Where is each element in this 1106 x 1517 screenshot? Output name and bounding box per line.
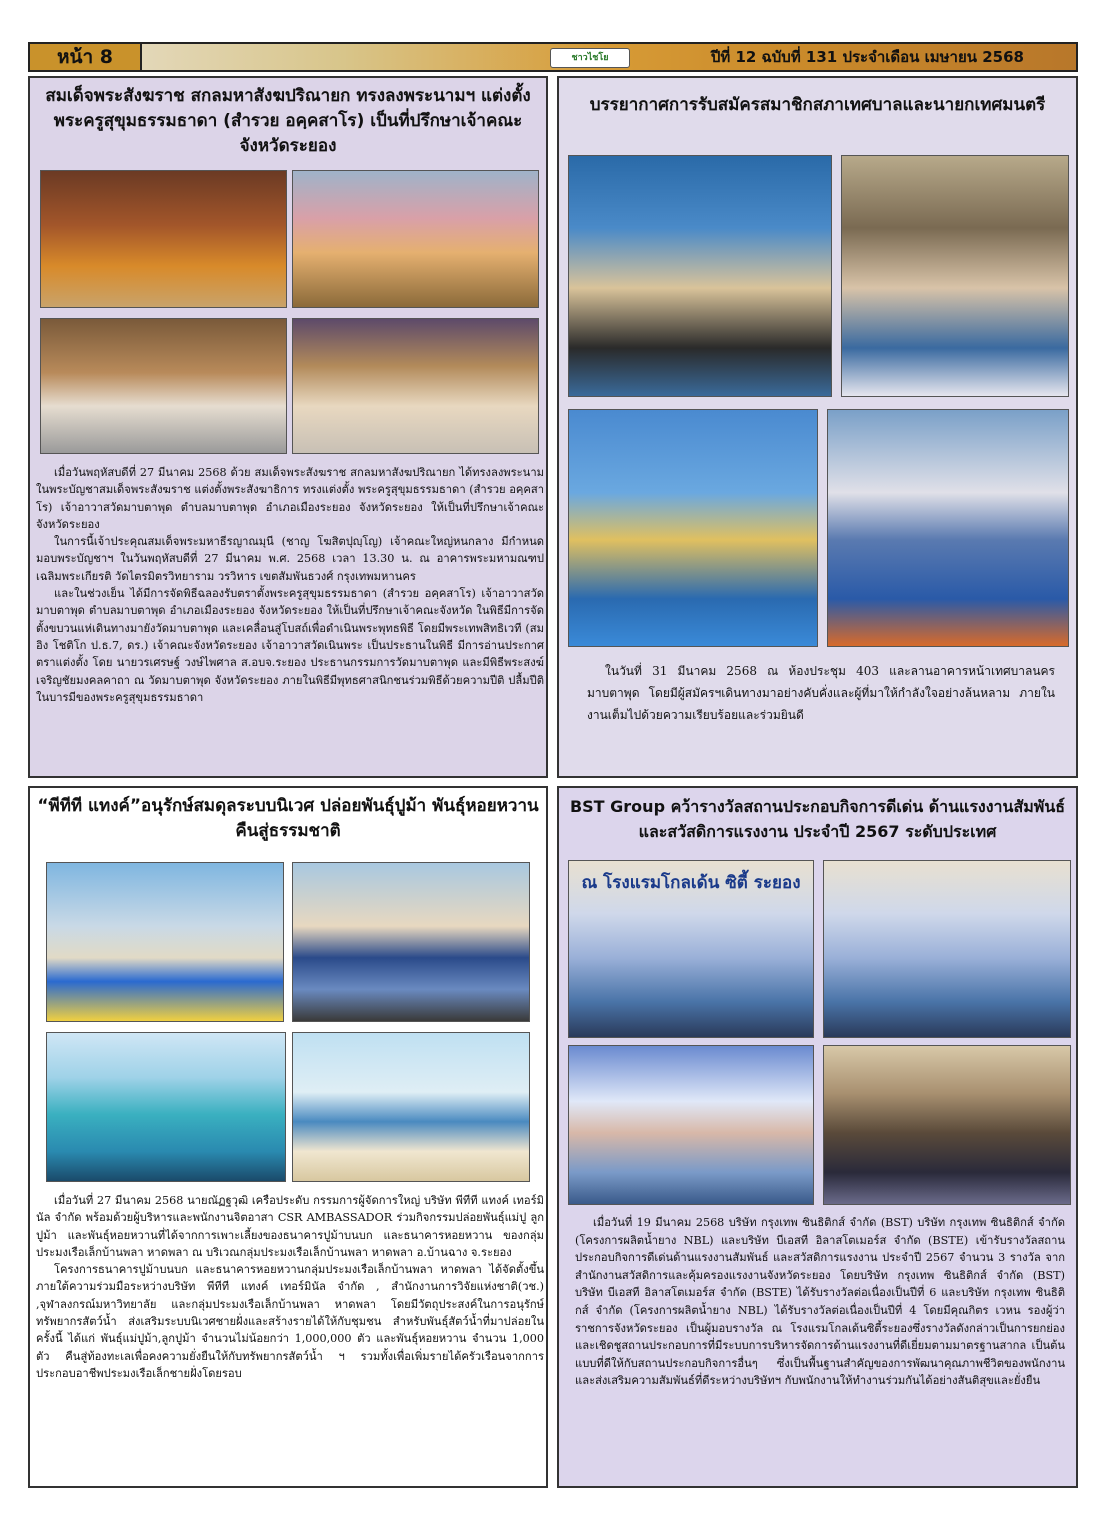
page-number: หน้า 8 (30, 44, 142, 70)
photo-announcement-reading (40, 318, 287, 454)
photo-monks-ceremony (40, 170, 287, 308)
photo-ceremony-hall-group (823, 1045, 1071, 1205)
article-body (36, 464, 544, 706)
photo-ceremonial-umbrella (292, 170, 539, 308)
article-bst-group (557, 786, 1078, 1488)
newspaper-logo: ชาวไชโย (550, 48, 630, 68)
paragraph: เมื่อวันที่ 27 มีนาคม 2568 นายณัฏฐวุฒิ เครือประดับ กรรมการผู้จัดการใหญ่ บริษัท พีทีที แทงค์ เทอร์มินัล จำกัด พร้อมด้วยผู้บริหารและพนักงานจิตอาสา CSR AMBASSADOR ร่วมกิจกรรมปล่อยพันธุ์แม่ปู ลูกปูม้า และพันธุ์หอยหวานที่ได้จากการเพาะเลี้ยงของธนาคารปูม้าบนบก และธนาคารหอยหวาน ของกลุ่มประมงเรือเล็กบ้านพลา หาดพลา ณ บริเวณกลุ่มประมงเรือเล็กบ้านพลา หาดพลา อ.บ้านฉาง จ.ระยอง (36, 1194, 544, 1259)
paragraph: เมื่อวันที่ 19 มีนาคม 2568 บริษัท กรุงเทพ ซินธิติกส์ จำกัด (BST) บริษัท กรุงเทพ ซินธิติกส์ จำกัด (โครงการผลิตน้ำยาง NBL) และบริษัท บีเอสที อิลาสโตเมอร์ส จำกัด (BSTE) เข้ารับรางวัลสถานประกอบกิจการดีเด่นด้านแรงงานสัมพันธ์ และสวัสดิการแรงงาน ประจำปี 2567 จำนวน 3 รางวัล จากสำนักงานสวัสดิการและคุ้มครองแรงงานจังหวัดระยอง โดยบริษัท กรุงเทพ ซินธิติกส์ จำกัด (BST) บริษัท บีเอสที อิลาสโตเมอร์ส จำกัด (BSTE) ได้รับรางวัลต่อเนื่องเป็นปีที่ 6 และบริษัท กรุงเทพ ซินธิติกส์ จำกัด (โครงการผลิตน้ำยาง NBL) ได้รับรางวัลต่อเนื่องเป็นปีที่ 4 โดยมีคุณกิตร เวหน รองผู้ว่าราชการจังหวัดระยอง เป็นผู้มอบรางวัล ณ โรงแรมโกลเด้นซิตี้ระยองซึ่งรางวัลดังกล่าวเป็นการยกย่องและเชิดชูสถานประกอบการที่มีระบบการบริหารจัดการด้านแรงงานที่ดีเยี่ยมตามมาตรฐานสากล เป็นต้นแบบที่ดีให้กับสถานประกอบกิจการอื่นๆ ซึ่งเป็นพื้นฐานสำคัญของการพัฒนาคุณภาพชีวิตของพนักงานและส่งเสริมความสัมพันธ์ที่ดีระหว่างบริษัทฯ กับพนักงานให้ทำงานร่วมกันได้อย่างสันติสุขและยั่งยืน (575, 1216, 1065, 1388)
paragraph: ในวันที่ 31 มีนาคม 2568 ณ ห้องประชุม 403 และลานอาคารหน้าเทศบาลนครมาบตาพุด โดยมีผู้สมัครฯเดินทางมาอย่างคับคั่งและผู้ที่มาให้กำลังใจอย่างล้นหลาม ภายในงานเต็มไปด้วยความเรียบร้อยและร่วมยินดี (587, 664, 1055, 722)
photo-applicants-signing (827, 409, 1069, 647)
photo-registration-table (841, 155, 1069, 397)
article-title: บรรยากาศการรับสมัครสมาชิกสภาเทศบาลและนายกเทศมนตรี (589, 95, 1046, 115)
photo-award-presentation-1 (568, 860, 814, 1038)
photo-award-presentation-2 (823, 860, 1071, 1038)
photo-releasing-crabs-sea (46, 1032, 286, 1182)
photo-officials-seated (568, 409, 818, 647)
article-title: BST Group คว้ารางวัลสถานประกอบกิจการดีเด่น ด้านแรงงานสัมพันธ์และสวัสดิการแรงงาน ประจำปี 2567 ระดับประเทศ (569, 797, 1066, 841)
page-header (28, 42, 1078, 72)
paragraph: โครงการธนาคารปูม้าบนบก และธนาคารหอยหวานกลุ่มประมงเรือเล็กบ้านพลา หาดพลา ได้จัดตั้งขึ้นภายใต้ความร่วมมือระหว่างบริษัท พีทีที แทงค์ เทอร์มินัล จำกัด , สำนักงานการวิจัยแห่งชาติ(วช.) ,จุฬาลงกรณ์มหาวิทยาลัย และกลุ่มประมงเรือเล็กบ้านพลา หาดพลา โดยมีวัตถุประสงค์ในการอนุรักษ์ทรัพยากรสัตว์น้ำ ส่งเสริมระบบนิเวศชายฝั่งและสร้างรายได้ให้กับชุมชน สำหรับพันธุ์สัตว์น้ำที่มาปล่อยในครั้งนี้ ได้แก่ พันธุ์แม่ปูม้า,ลูกปูม้า จำนวนไม่น้อยกว่า 1,000,000 ตัว และพันธุ์หอยหวาน จำนวน 1,000 ตัว คืนสู่ท้องทะเลเพื่อคงความยั่งยืนให้กับทรัพยากรสัตว์น้ำ ฯ รวมทั้งเพื่อเพิ่มรายได้ครัวเรือนจากการประกอบอาชีพประมงเรือเล็กชายฝั่งโดยรอบ (36, 1263, 544, 1380)
article-municipal-election (557, 76, 1078, 778)
photo-candidates-group (568, 155, 832, 397)
issue-info: ปีที่ 12 ฉบับที่ 131 ประจำเดือน เมษายน 2568 (710, 48, 1024, 66)
article-title: สมเด็จพระสังฆราช สกลมหาสังฆปริณายก ทรงลงพระนามฯ แต่งตั้ง พระครูสุขุมธรรมธาดา (สำรวย อคฺคสาโร) เป็นที่ปรึกษาเจ้าคณะจังหวัดระยอง (45, 86, 531, 156)
photo-executives-holding-crab (292, 862, 530, 1022)
photo-award-winners-stage (568, 1045, 814, 1205)
article-body (36, 1192, 544, 1382)
photo-volunteers-beach (292, 1032, 530, 1182)
photo-caption: ณ โรงแรมโกลเด้น ซิตี้ ระยอง (581, 873, 801, 893)
paragraph: และในช่วงเย็น ได้มีการจัดพิธีฉลองรับตราตั้งพระครูสุขุมธรรมธาดา (สำรวย อคฺคสาโร) เจ้าอาวาสวัดมาบตาพุด ตำบลมาบตาพุด อำเภอเมืองระยอง จังหวัดระยอง ให้เป็นที่ปรึกษาเจ้าคณะจังหวัด ในพิธีมีการจัดตั้งขบวนแห่เดินทางมายังวัดมาบตาพุด และเคลื่อนสู่โบสถ์เพื่อดำเนินพระพุทธพิธี โดยมีพระเทพสิทธิเวที (สมอิง โชติโก ป.ธ.7, ดร.) เจ้าคณะจังหวัดระยอง เจ้าอาวาสวัดเนินพระ เป็นประธานในพิธี มีการอ่านประกาศตราแต่งตั้ง โดย นายวรเศรษฐ์ วงษ์ไพศาล ส.อบจ.ระยอง ประธานกรรมการวัดมาบตาพุด และมีพิธีพระสงฆ์เจริญชัยมงคลคาถา ณ วัดมาบตาพุด จังหวัดระยอง ภายในพิธีมีพุทธศาสนิกชนร่วมพิธีด้วยความปีติ ปลื้มปีติในบารมีของพระครูสุขุมธรรมธาดา (36, 587, 544, 704)
article-ptt-tank (28, 786, 548, 1488)
article-sangharaja (28, 76, 548, 778)
article-title: “พีทีที แทงค์”อนุรักษ์สมดุลระบบนิเวศ ปล่อยพันธุ์ปูม้า พันธุ์หอยหวานคืนสู่ธรรมชาติ (37, 796, 539, 841)
paragraph: เมื่อวันพฤหัสบดีที่ 27 มีนาคม 2568 ด้วย สมเด็จพระสังฆราช สกลมหาสังฆปริณายก ได้ทรงลงพระนามในพระบัญชาสมเด็จพระสังฆราช แต่งตั้งพระสังฆาธิการ ทรงแต่งตั้ง พระครูสุขุมธรรมธาดา (สำรวย อคฺคสาโร) เจ้าอาวาสวัดมาบตาพุด ตำบลมาบตาพุด อำเภอเมืองระยอง จังหวัดระยอง ให้เป็นที่ปรึกษาเจ้าคณะจังหวัดระยอง (36, 466, 544, 531)
photo-fishing-group-pier (46, 862, 284, 1022)
paragraph: ในการนี้เจ้าประคุณสมเด็จพระมหาธีรญาณมุนี (ชาญ โฆสิตปุญฺโญ) เจ้าคณะใหญ่หนกลาง มีกำหนดมอบพระบัญชาฯ ในวันพฤหัสบดีที่ 27 มีนาคม พ.ศ. 2568 เวลา 13.30 น. ณ อาคารพระมหามณฑปเฉลิมพระเกียรติ วัดไตรมิตรวิทยาราม วรวิหาร เขตสัมพันธวงศ์ กรุงเทพมหานคร (36, 535, 544, 583)
article-body (575, 1214, 1065, 1390)
article-body (587, 660, 1055, 726)
photo-temple-procession (292, 318, 539, 454)
